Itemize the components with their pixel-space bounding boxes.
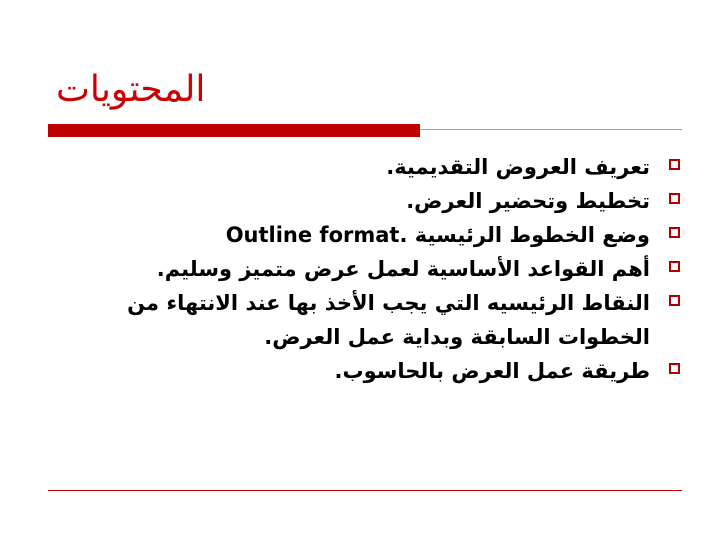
bullet-text: وضع الخطوط الرئيسية .Outline format: [225, 223, 650, 247]
square-bullet-icon: [669, 295, 680, 306]
bullet-item: [48, 218, 680, 252]
title-divider-line: [420, 129, 682, 130]
square-bullet-icon: [669, 261, 680, 272]
bullet-item: [48, 184, 680, 218]
title-underline-bar: [48, 124, 420, 137]
bullet-text: أهم القواعد الأساسية لعمل عرض متميز وسليم.: [156, 257, 650, 281]
bullet-text: تعريف العروض التقديمية.: [386, 155, 650, 179]
square-bullet-icon: [669, 363, 680, 374]
bullet-item: [48, 252, 680, 286]
bullet-item: [48, 150, 680, 184]
square-bullet-icon: [669, 227, 680, 238]
bullet-list: [48, 150, 680, 388]
bullet-item: [48, 354, 680, 388]
bullet-text: النقاط الرئيسيه التي يجب الأخذ بها عند الانتهاء من الخطوات السابقة وبداية عمل العرض.: [127, 291, 650, 349]
slide-title: المحتويات: [56, 69, 206, 110]
bullet-text: تخطيط وتحضير العرض.: [406, 189, 650, 213]
square-bullet-icon: [669, 159, 680, 170]
square-bullet-icon: [669, 193, 680, 204]
bullet-item: [48, 286, 680, 354]
bullet-text: طريقة عمل العرض بالحاسوب.: [334, 359, 650, 383]
footer-divider-line: [48, 490, 682, 491]
